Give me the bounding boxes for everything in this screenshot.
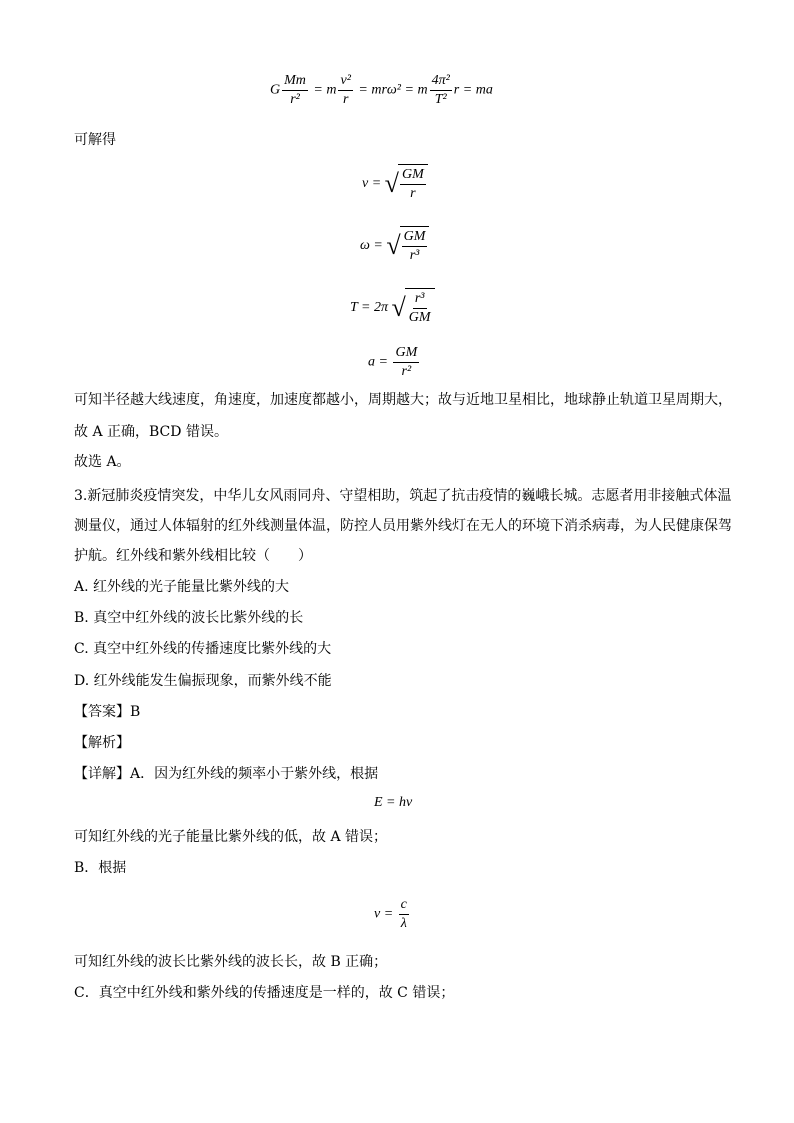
numerator: Mm [282,72,308,91]
equation-period [350,288,435,328]
equals-sign: = [313,82,323,98]
equation-photon-energy: E = hν [374,795,413,810]
detail-b-conclusion: 可知红外线的波长比紫外线的波长长，故 B 正确； [74,954,388,970]
fraction [393,344,419,381]
numerator: GM [402,228,428,247]
analysis-label: 【解析】 [74,735,130,751]
eq-lhs: ν = [374,906,394,922]
eq-symbol: ma [475,82,493,98]
square-root [392,288,435,328]
fraction [399,896,409,933]
radical-sign-icon: √ [384,169,399,198]
square-root [385,164,428,204]
eq-symbol: m [326,82,337,98]
choose-answer-a: 故选 A。 [74,454,131,470]
numerator: 4π² [430,72,452,91]
answer-value: B [130,704,141,720]
detail-b-text: B．根据 [74,860,127,876]
square-root [386,226,429,266]
fraction [338,72,352,109]
denominator: GM [408,310,431,325]
equation-angular-velocity [360,226,429,266]
eq-lhs: v = [362,176,382,192]
denominator: T² [434,92,447,107]
denominator: r [342,92,349,107]
numerator: c [399,896,409,915]
conclusion-line-1: 可知半径越大线速度，角速度，加速度都越小，周期越大；故与近地卫星相比，地球静止轨道卫星周期大， [74,392,732,408]
answer-line [74,702,140,722]
eq-lhs: T = 2π [350,300,388,316]
option-a: A. 红外线的光子能量比紫外线的大 [74,579,290,595]
eq-symbol: mrω² [371,82,401,98]
detail-a-conclusion: 可知红外线的光子能量比紫外线的低，故 A 错误； [74,829,388,845]
eq-symbol: r [453,82,460,98]
fraction [407,290,433,328]
numerator: v² [338,72,352,91]
equals-sign: = [462,82,473,98]
radical-sign-icon: √ [391,293,406,322]
fraction [430,72,452,109]
fraction [400,166,426,204]
conclusion-line-2: 故 A 正确，BCD 错误。 [74,424,228,440]
answer-label: 【答案】 [74,704,130,720]
fraction [282,72,308,109]
detail-a-text: A．因为红外线的频率小于紫外线，根据 [130,766,379,782]
equals-sign: = [358,82,368,98]
equation-velocity [362,164,428,204]
equation-wavelength [374,896,411,933]
detail-c-text: C．真空中红外线和紫外线的传播速度是一样的，故 C 错误； [74,985,455,1001]
detail-a-line [74,764,378,784]
eq-lhs: a = [368,354,388,370]
denominator: λ [400,916,407,931]
denominator: r² [290,92,300,107]
eq-symbol: G [270,82,281,98]
numerator: GM [393,344,419,363]
detail-label: 【详解】 [74,766,130,782]
numerator: GM [400,166,426,185]
option-b: B. 真空中红外线的波长比紫外线的长 [74,610,304,626]
denominator: r² [401,364,412,379]
fraction [402,228,428,266]
question-3-stem: 3.新冠肺炎疫情突发，中华儿女风雨同舟、守望相助，筑起了抗击疫情的巍峨长城。志愿者用非接触式体温测量仪，通过人体辐射的红外线测量体温，防控人员用紫外线灯在无人的环境下消杀病毒，为人民健康保驾护航。红外线和紫外线相比较（ ） [74,488,732,564]
eq-lhs: ω = [360,238,383,254]
eq-symbol: m [417,82,428,98]
radical-sign-icon: √ [386,231,401,260]
option-d: D. 红外线能发生偏振现象，而紫外线不能 [74,673,332,689]
solve-text: 可解得 [74,132,116,148]
denominator: r³ [409,248,420,263]
option-c: C. 真空中红外线的传播速度比紫外线的大 [74,641,332,657]
equation-gravity-relations [270,72,493,109]
numerator: r³ [413,290,427,309]
equals-sign: = [404,82,414,98]
equation-acceleration [368,344,421,381]
denominator: r [410,186,416,201]
